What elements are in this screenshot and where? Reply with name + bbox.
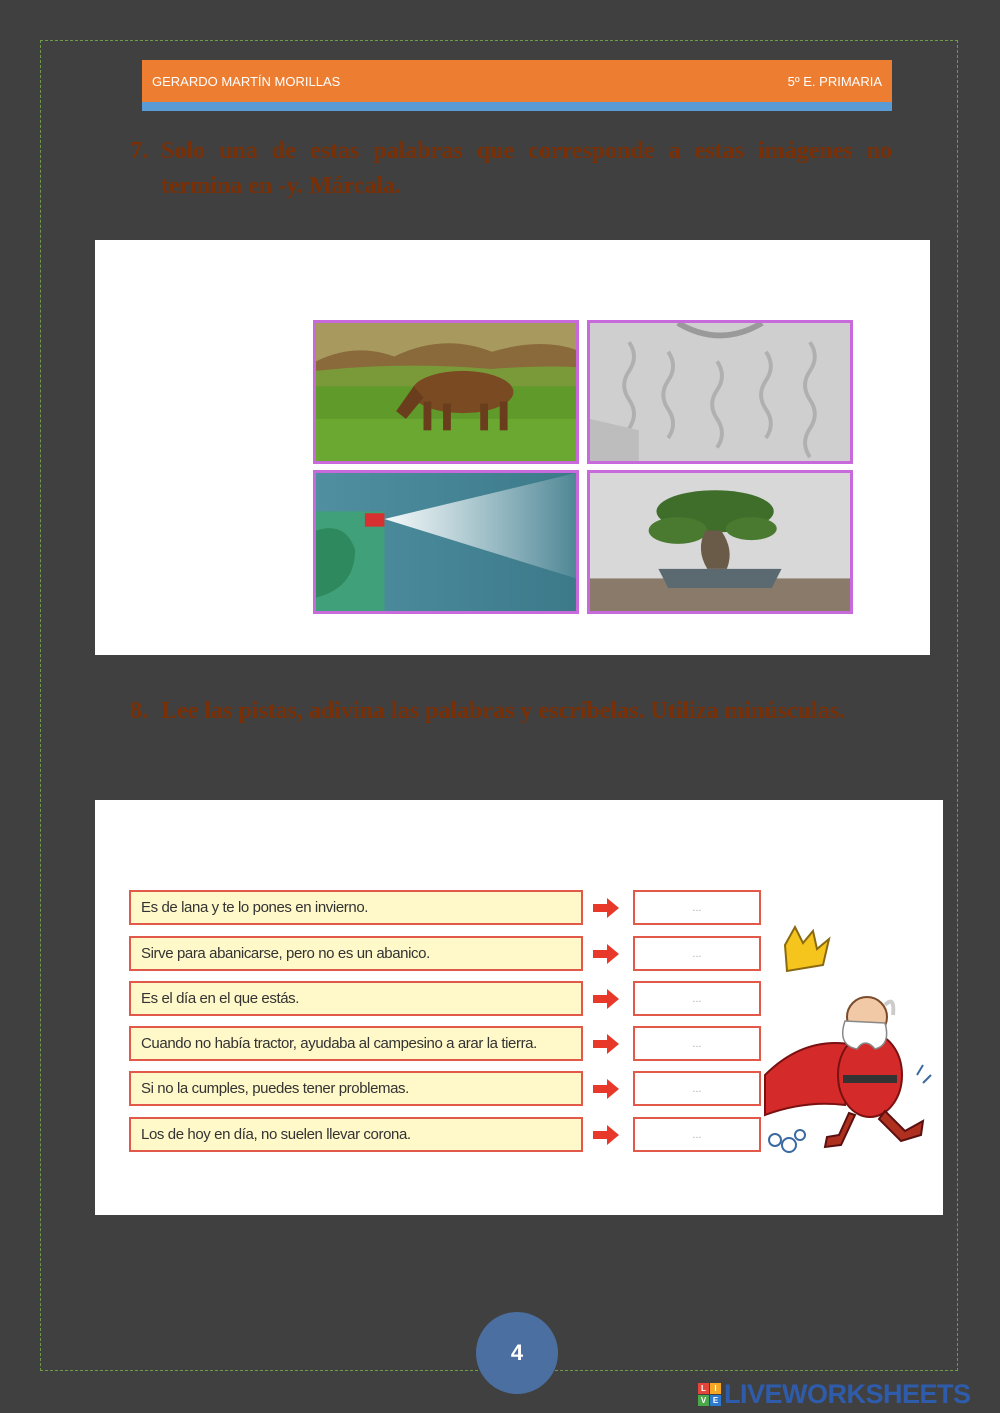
question-7-text: Solo una de estas palabras que corresponde a estas imágenes no termina en -y. Márcala.: [161, 138, 892, 199]
question-8-number: 8.: [130, 698, 148, 724]
arrow-right-icon: [593, 1125, 619, 1145]
spray-image[interactable]: [313, 470, 579, 614]
liveworksheets-logo-icon: L I V E: [698, 1383, 721, 1406]
watermark-text: LIVEWORKSHEETS: [724, 1378, 971, 1409]
clue-box: Cuando no había tractor, ayudaba al campesino a arar la tierra.: [129, 1026, 583, 1061]
page-number: 4: [476, 1312, 558, 1394]
question-7: [130, 134, 892, 204]
image-grid: [313, 320, 855, 614]
arrow-right-icon: [593, 898, 619, 918]
answer-input[interactable]: ...: [633, 981, 761, 1016]
question-8: [130, 694, 892, 729]
answer-input[interactable]: ...: [633, 1071, 761, 1106]
clue-box: Los de hoy en día, no suelen llevar corona.: [129, 1117, 583, 1152]
question-8-text: Lee las pistas, adivina las palabras y escríbelas. Utiliza minúsculas.: [161, 698, 846, 724]
king-illustration: [745, 925, 935, 1160]
clues-panel: [95, 800, 943, 1215]
question-7-number: 7.: [130, 138, 148, 164]
liveworksheets-watermark: [698, 1378, 971, 1410]
clue-box: Si no la cumples, puedes tener problemas.: [129, 1071, 583, 1106]
author-name: GERARDO MARTÍN MORILLAS: [152, 73, 341, 89]
clue-box: Es el día en el que estás.: [129, 981, 583, 1016]
arrow-right-icon: [593, 944, 619, 964]
answer-input[interactable]: ...: [633, 936, 761, 971]
header-stripe: [142, 102, 892, 111]
crown-icon: [785, 927, 829, 971]
clue-box: Sirve para abanicarse, pero no es un abanico.: [129, 936, 583, 971]
answer-input[interactable]: ...: [633, 1026, 761, 1061]
clue-box: Es de lana y te lo pones en invierno.: [129, 890, 583, 925]
cow-image[interactable]: [313, 320, 579, 464]
arrow-right-icon: [593, 1034, 619, 1054]
image-panel: [95, 240, 930, 655]
arrow-right-icon: [593, 989, 619, 1009]
arrow-right-icon: [593, 1079, 619, 1099]
page-header: [142, 60, 892, 102]
grade-label: 5º E. PRIMARIA: [787, 73, 882, 89]
answer-input[interactable]: ...: [633, 890, 761, 925]
sweater-image[interactable]: [587, 320, 853, 464]
answer-input[interactable]: ...: [633, 1117, 761, 1152]
bonsai-image[interactable]: [587, 470, 853, 614]
